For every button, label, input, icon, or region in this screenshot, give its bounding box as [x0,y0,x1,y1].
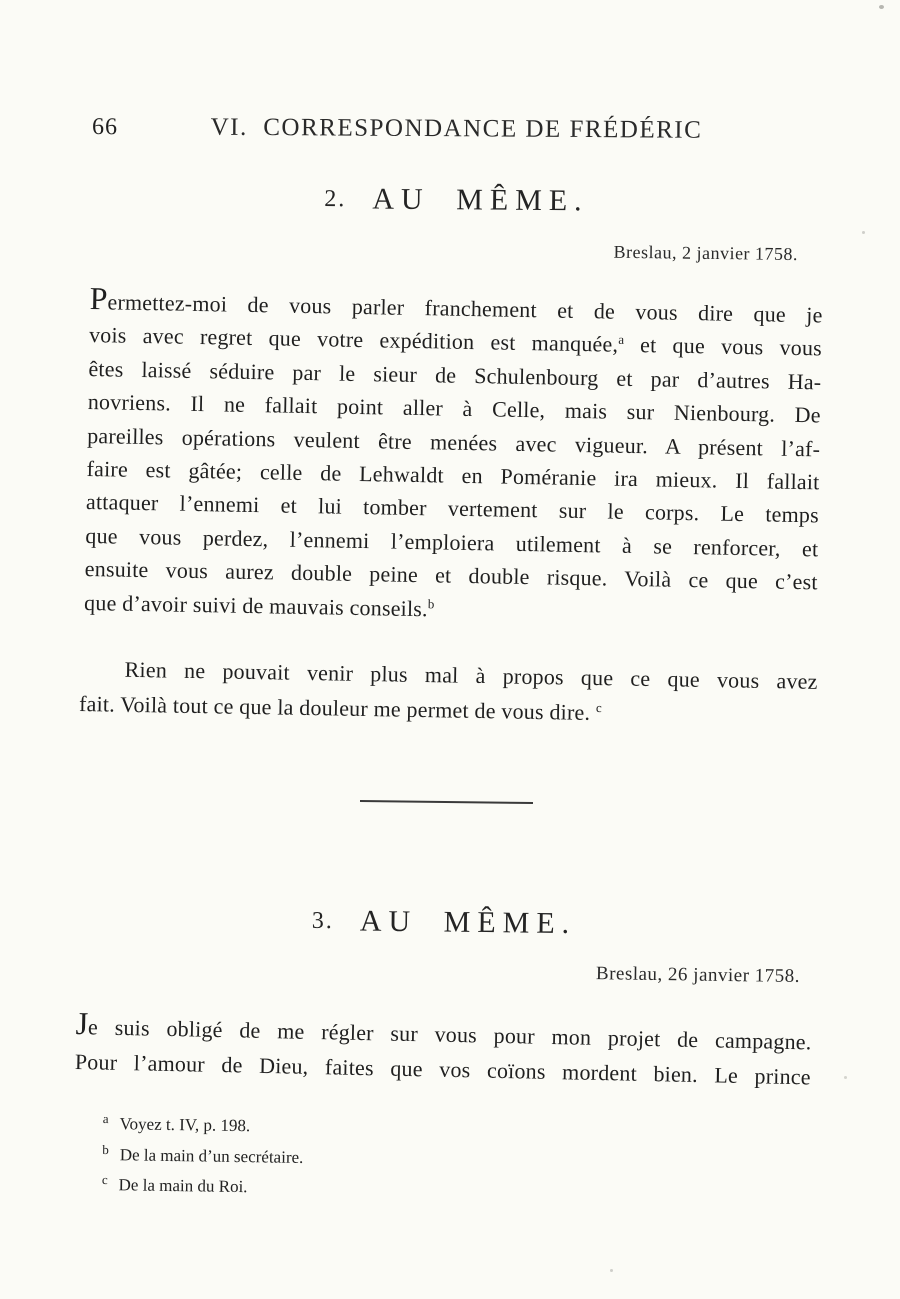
footnote-ref-a: a [618,332,625,348]
footnote-text: De la main d’un secrétaire. [119,1144,304,1167]
letter-2-heading [90,180,823,220]
text-line: faire est gâtée; celle de Lehwaldt en Poméranie ira mieux. Il fallait [86,456,820,495]
paper-speck [879,5,884,9]
footnote-list [102,1106,703,1206]
letter-3-paragraph-1 [74,1005,812,1094]
letter-3-dateline: Breslau, 26 janvier 1758. [595,963,801,987]
paper-speck [844,1076,847,1079]
paper-speck [610,1269,613,1272]
drop-initial: P [89,280,108,317]
text-line: que vous perdez, l’ennemi l’emploiera utilement à se renforcer, et [85,522,819,562]
text-line-content: fait. Voilà tout ce que la douleur me permet de vous dire. [78,690,597,726]
text-line: attaquer l’ennemi et lui tomber vertement sur le corps. Le temps [85,489,820,528]
footnote-mark: b [102,1141,109,1157]
text-line: êtes laissé séduire par le sieur de Schulenbourg et par d’autres Ha- [88,355,822,395]
letter-2-paragraph-2 [79,651,818,734]
footnote-text: Voyez t. IV, p. 198. [119,1114,251,1136]
letter-3-number: 3. [311,907,334,935]
text-line-content: e suis obligé de me régler sur vous pour mon projet de campagne. [87,1014,812,1055]
letter-3-title: AU MÊME. [359,904,577,941]
letter-2-number: 2. [324,186,347,213]
text-line: ensuite vous aurez double peine et double risque. Voilà ce que c’est [84,556,818,595]
section-divider [360,800,533,804]
footnote-ref-c: c [595,700,602,716]
text-line: Rien ne pouvait venir plus mal à propos que ce que vous avez [124,656,818,694]
text-line-content: et que vous vous [623,332,823,361]
text-line-content: ermettez-moi de vous parler franchement et de vous dire que je [107,289,823,328]
running-header-title: VI. CORRESPONDANCE DE FRÉDÉRIC [210,113,703,144]
text-line-content: vois avec regret que votre expédition est manquée, [88,322,619,358]
footnote-mark: c [101,1171,108,1188]
text-line-content: que d’avoir suivi de mauvais conseils. [83,589,429,621]
letter-2-dateline: Breslau, 2 janvier 1758. [613,241,799,264]
paper-speck [862,231,865,234]
letter-2-paragraph-1 [83,280,823,632]
drop-initial: J [75,1005,89,1042]
running-header [90,113,823,147]
page-number: 66 [91,114,119,141]
text-line: pareilles opérations veulent être menées avec vigueur. A présent l’af- [87,422,821,462]
letter-3-heading [76,901,812,944]
footnote-mark: a [102,1110,109,1127]
footnote-ref-b: b [427,595,435,612]
letter-2-title: AU MÊME. [372,182,589,218]
footnote-text: De la main du Roi. [118,1175,248,1197]
text-line: novriens. Il ne fallait point aller à Celle, mais sur Nienbourg. De [87,389,821,428]
text-line: Pour l’amour de Dieu, faites que vos coïons mordent bien. Le prince [74,1048,812,1090]
